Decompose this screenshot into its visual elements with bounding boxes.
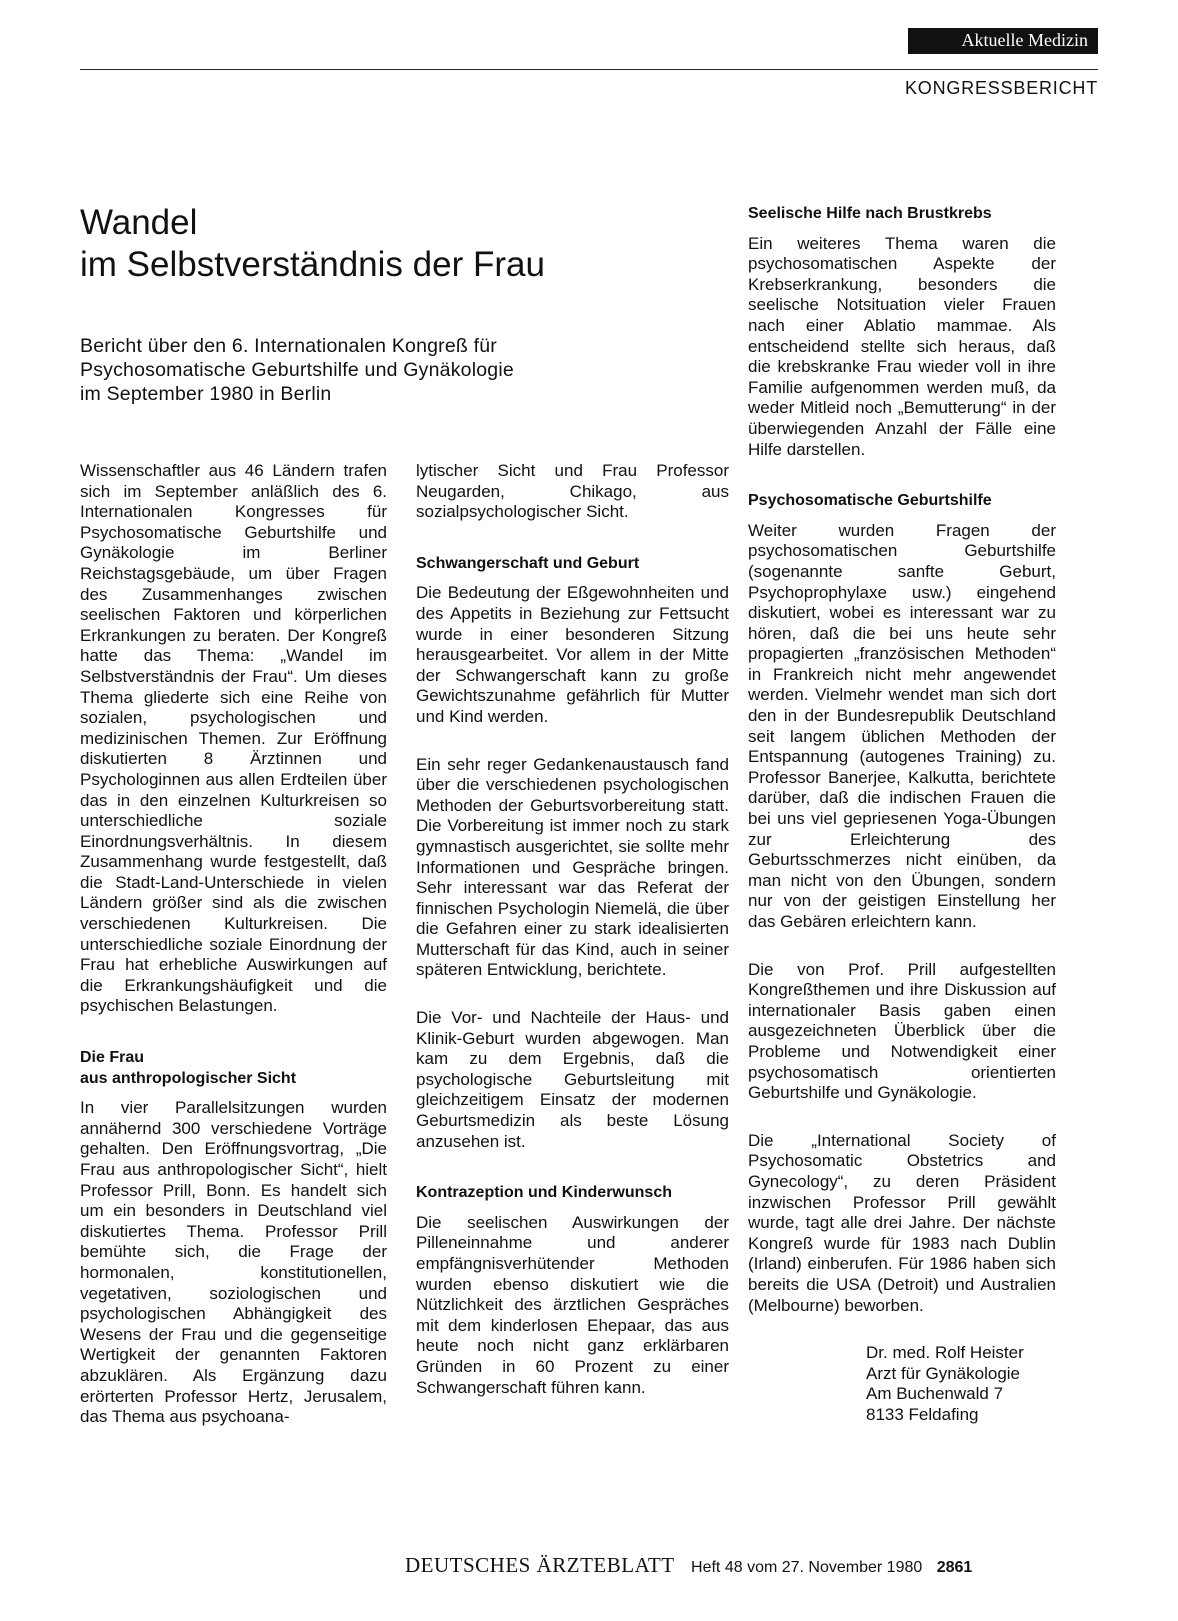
text-column-2: [416, 461, 729, 1398]
journal-name: DEUTSCHES ÄRZTEBLATT: [405, 1553, 675, 1577]
text-column-1: [80, 461, 387, 1428]
author-signature: [866, 1343, 1056, 1425]
section-heading: Psychosomatische Geburtshilfe: [748, 492, 992, 510]
section-heading-line: Die Frau: [80, 1049, 145, 1067]
header-rule: [80, 69, 1098, 70]
author-name: Dr. med. Rolf Heister: [866, 1343, 1024, 1363]
paragraph: Die Vor- und Nachteile der Haus- und Klinik-Geburt wurden abgewogen. Man kam zu dem Ergebnis, daß die psychologische Geburtsleitung mit gleichzeitigem Einsatz der modernen Geburtsmedizin als beste Lösung anzusehen ist.: [416, 1008, 729, 1151]
paragraph: Die Bedeutung der Eßgewohnheiten und des Appetits in Beziehung zur Fettsucht wurde in einer besonderen Sitzung herausgearbeitet. Vor allem in der Mitte der Schwangerschaft kann zu große Gewichtszunahme gefährlich für Mutter und Kind werden.: [416, 583, 729, 726]
author-title: Arzt für Gynäkologie: [866, 1363, 1021, 1383]
paragraph: Die von Prof. Prill aufgestellten Kongreßthemen und ihre Diskussion auf internationaler Basis gaben einen ausgezeichneten Überblick über die Probleme und Notwendigkeit einer psychosomatisch orientierten Geburtshilfe und Gynäkologie.: [748, 959, 1056, 1103]
text-column-3: [748, 204, 1056, 1425]
section-heading: Schwangerschaft und Geburt: [416, 554, 640, 572]
page-number: 2861: [936, 1559, 973, 1576]
section-heading: [80, 1048, 387, 1089]
page-footer: [405, 1553, 972, 1578]
author-city: 8133 Feldafing: [866, 1404, 979, 1424]
article-subtitle-line: im September 1980 in Berlin: [80, 383, 332, 405]
article-title: [80, 202, 700, 286]
section-heading: Seelische Hilfe nach Brustkrebs: [748, 205, 992, 222]
paragraph: Ein sehr reger Gedankenaustausch fand über die verschiedenen psychologischen Methoden der Geburtsvorbereitung statt. Die Vorbereitung ist immer noch zu stark gymnastisch ausgerichtet, sie sollte mehr Informationen und Gespräche bringen. Sehr interessant war das Referat der finnischen Psychologin Niemelä, die über die Gefahren einer zu stark idealisierten Mutterschaft für das Kind, auch in seiner späteren Entwicklung, berichtete.: [416, 754, 729, 980]
section-heading: Kontrazeption und Kinderwunsch: [416, 1184, 672, 1202]
category-label: KONGRESSBERICHT: [904, 78, 1098, 98]
article-title-line: Wandel: [80, 203, 198, 242]
paragraph: In vier Parallelsitzungen wurden annähernd 300 verschiedene Vorträge gehalten. Den Eröffnungsvortrag, „Die Frau aus anthropologischer Sicht“, hielt Professor Prill, Bonn. Es handelt sich um ein besonders in Deutschland viel diskutiertes Thema. Professor Prill bemühte sich, die Frage der hormonalen, konstitutionellen, vegetativen, soziologischen und psychologischen Abhängigkeit des Wesens der Frau und die gegenseitige Wertigkeit der genannten Faktoren abzuklären. Als Ergänzung dazu erörterten Professor Hertz, Jerusalem, das Thema aus psychoana-: [80, 1098, 387, 1427]
paragraph: Weiter wurden Fragen der psychosomatischen Geburtshilfe (sogenannte sanfte Geburt, Psychoprophylaxe usw.) eingehend diskutiert, wobei es interessant war zu hören, daß die bei uns heute sehr propagierten „französischen Methoden“ in Frankreich nicht mehr angewendet werden. Vielmehr wendet man sich dort den in der Bundesrepublik Deutschland seit langem üblichen Methoden der Entspannung (autogenes Training) zu. Professor Banerjee, Kalkutta, berichtete darüber, daß die indischen Frauen die bei uns viel gepriesenen Yoga-Übungen zur Erleichterung des Geburtsschmerzes nicht einüben, da man nicht von den Übungen, sondern nur von der geistigen Einstellung her das Gebären erleichtern kann.: [748, 520, 1056, 931]
author-street: Am Buchenwald 7: [866, 1384, 1004, 1404]
paragraph: Die „International Society of Psychosomatic Obstetrics and Gynecology“, zu deren Präsident inzwischen Professor Prill gewählt wurde, tagt alle drei Jahre. Der nächste Kongreß wurde für 1983 nach Dublin (Irland) einberufen. Für 1986 haben sich bereits die USA (Detroit) und Australien (Melbourne) beworben.: [748, 1130, 1056, 1315]
article-subtitle-line: Psychosomatische Geburtshilfe und Gynäkologie: [80, 359, 514, 381]
paragraph: Die seelischen Auswirkungen der Pilleneinnahme und anderer empfängnisverhütender Methoden wurden ebenso diskutiert wie die Nützlichkeit des ärztlichen Gespräches mit dem kinderlosen Ehepaar, das aus heute noch nicht ganz erklärbaren Gründen in 60 Prozent zu einer Schwangerschaft führen kann.: [416, 1212, 729, 1397]
issue-info: Heft 48 vom 27. November 1980: [691, 1559, 923, 1576]
paragraph: Wissenschaftler aus 46 Ländern trafen sich im September anläßlich des 6. Internationalen Kongresses für Psychosomatische Geburtshilfe und Gynäkologie im Berliner Reichstagsgebäude, um über Fragen des Zusammenhanges zwischen seelischen Faktoren und körperlichen Erkrankungen zu beraten. Der Kongreß hatte das Thema: „Wandel im Selbstverständnis der Frau“. Um dieses Thema gliederte sich eine Reihe von sozialen, psychologischen und medizinischen Themen. Zur Eröffnung diskutierten 8 Ärztinnen und Psychologinnen aus allen Erdteilen über das in den einzelnen Kulturkreisen so unterschiedliche soziale Einordnungsverhältnis. In diesem Zusammenhang wurde festgestellt, daß die Stadt-Land-Unterschiede in vielen Ländern größer sind als die zwischen verschiedenen Kulturkreisen. Die unterschiedliche soziale Einordnung der Frau hat erhebliche Auswirkungen auf die Erkrankungshäufigkeit und die psychischen Belastungen.: [80, 461, 387, 1016]
article-title-line: im Selbstverständnis der Frau: [80, 245, 545, 284]
article-subtitle: [80, 334, 700, 406]
section-tag: Aktuelle Medizin: [908, 28, 1098, 54]
paragraph: lytischer Sicht und Frau Professor Neugarden, Chikago, aus sozialpsychologischer Sicht.: [416, 461, 729, 522]
article-subtitle-line: Bericht über den 6. Internationalen Kongreß für: [80, 335, 497, 357]
section-heading-line: aus anthropologischer Sicht: [80, 1069, 297, 1087]
paragraph: Ein weiteres Thema waren die psychosomatischen Aspekte der Krebserkrankung, besonders die seelische Notsituation vieler Frauen nach einer Ablatio mammae. Als entscheidend stellte sich heraus, daß die krebskranke Frau wieder voll in ihre Familie aufgenommen werden muß, da weder Mitleid noch „Bemutterung“ in der überwiegenden Anzahl der Fälle eine Hilfe darstellen.: [748, 233, 1056, 459]
